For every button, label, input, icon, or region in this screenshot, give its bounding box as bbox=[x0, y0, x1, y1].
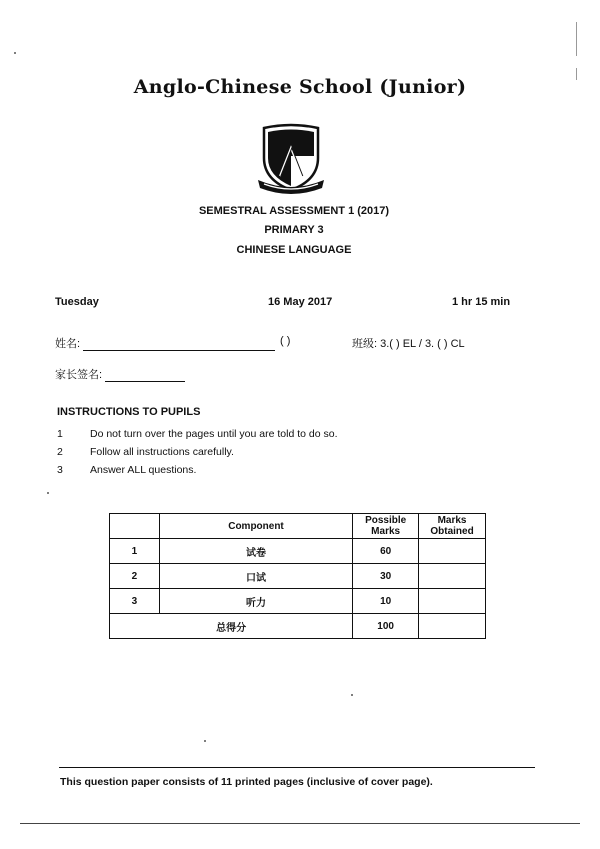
header-component: Component bbox=[159, 514, 352, 539]
table-total-row bbox=[110, 614, 486, 639]
bottom-divider bbox=[20, 823, 580, 824]
parent-signature-label: 家长签名: bbox=[55, 369, 103, 381]
instruction-text: Follow all instructions carefully. bbox=[90, 446, 234, 458]
page-count-note: This question paper consists of 11 printed pages (inclusive of cover page). bbox=[60, 776, 433, 788]
scan-speck bbox=[47, 492, 49, 494]
parent-signature-blank bbox=[105, 369, 185, 382]
class-field: 班级: 3.( ) EL / 3. ( ) CL bbox=[352, 338, 465, 350]
assessment-title: SEMESTRAL ASSESSMENT 1 (2017) bbox=[198, 205, 390, 217]
marks-table bbox=[109, 513, 486, 639]
name-label: 姓名: bbox=[55, 338, 81, 350]
total-marks-obtained[interactable] bbox=[419, 614, 486, 639]
exam-day: Tuesday bbox=[55, 296, 99, 308]
table-row bbox=[110, 539, 486, 564]
instructions-title: INSTRUCTIONS TO PUPILS bbox=[57, 406, 201, 418]
table-row bbox=[110, 589, 486, 614]
row-component: 听力 bbox=[159, 589, 352, 614]
row-marks-obtained[interactable] bbox=[419, 539, 486, 564]
school-crest-logo bbox=[256, 122, 326, 194]
level-title: PRIMARY 3 bbox=[264, 224, 324, 236]
exam-date: 16 May 2017 bbox=[268, 296, 333, 308]
instruction-number: 3 bbox=[57, 464, 63, 476]
instruction-item bbox=[57, 446, 234, 458]
header-marks-obtained: Marks Obtained bbox=[419, 514, 486, 539]
row-component: 试卷 bbox=[159, 539, 352, 564]
row-possible-marks: 60 bbox=[353, 539, 419, 564]
scan-edge-mark bbox=[576, 68, 577, 80]
instruction-item bbox=[57, 428, 338, 440]
footer-divider bbox=[59, 767, 535, 768]
row-number: 2 bbox=[110, 564, 160, 589]
scan-speck bbox=[14, 52, 16, 54]
row-marks-obtained[interactable] bbox=[419, 589, 486, 614]
scan-speck bbox=[204, 740, 206, 742]
row-number: 3 bbox=[110, 589, 160, 614]
row-possible-marks: 30 bbox=[353, 564, 419, 589]
instruction-number: 1 bbox=[57, 428, 63, 440]
name-blank bbox=[83, 338, 275, 351]
instruction-item bbox=[57, 464, 196, 476]
total-label: 总得分 bbox=[110, 614, 353, 639]
parent-signature-row bbox=[55, 366, 185, 382]
name-field-row bbox=[55, 335, 275, 351]
row-marks-obtained[interactable] bbox=[419, 564, 486, 589]
subject-title: CHINESE LANGUAGE bbox=[236, 244, 352, 256]
table-row bbox=[110, 564, 486, 589]
school-name: Anglo-Chinese School (Junior) bbox=[133, 76, 467, 98]
instruction-number: 2 bbox=[57, 446, 63, 458]
table-header-row bbox=[110, 514, 486, 539]
instruction-text: Do not turn over the pages until you are told to do so. bbox=[90, 428, 338, 440]
instruction-text: Answer ALL questions. bbox=[90, 464, 197, 476]
scan-edge-mark bbox=[576, 22, 577, 56]
exam-duration: 1 hr 15 min bbox=[452, 296, 511, 308]
row-component: 口试 bbox=[159, 564, 352, 589]
header-possible-marks: Possible Marks bbox=[353, 514, 419, 539]
row-possible-marks: 10 bbox=[353, 589, 419, 614]
register-number-paren: ( ) bbox=[280, 335, 291, 347]
header-blank bbox=[110, 514, 160, 539]
total-possible-marks: 100 bbox=[353, 614, 419, 639]
scan-speck bbox=[351, 694, 353, 696]
row-number: 1 bbox=[110, 539, 160, 564]
